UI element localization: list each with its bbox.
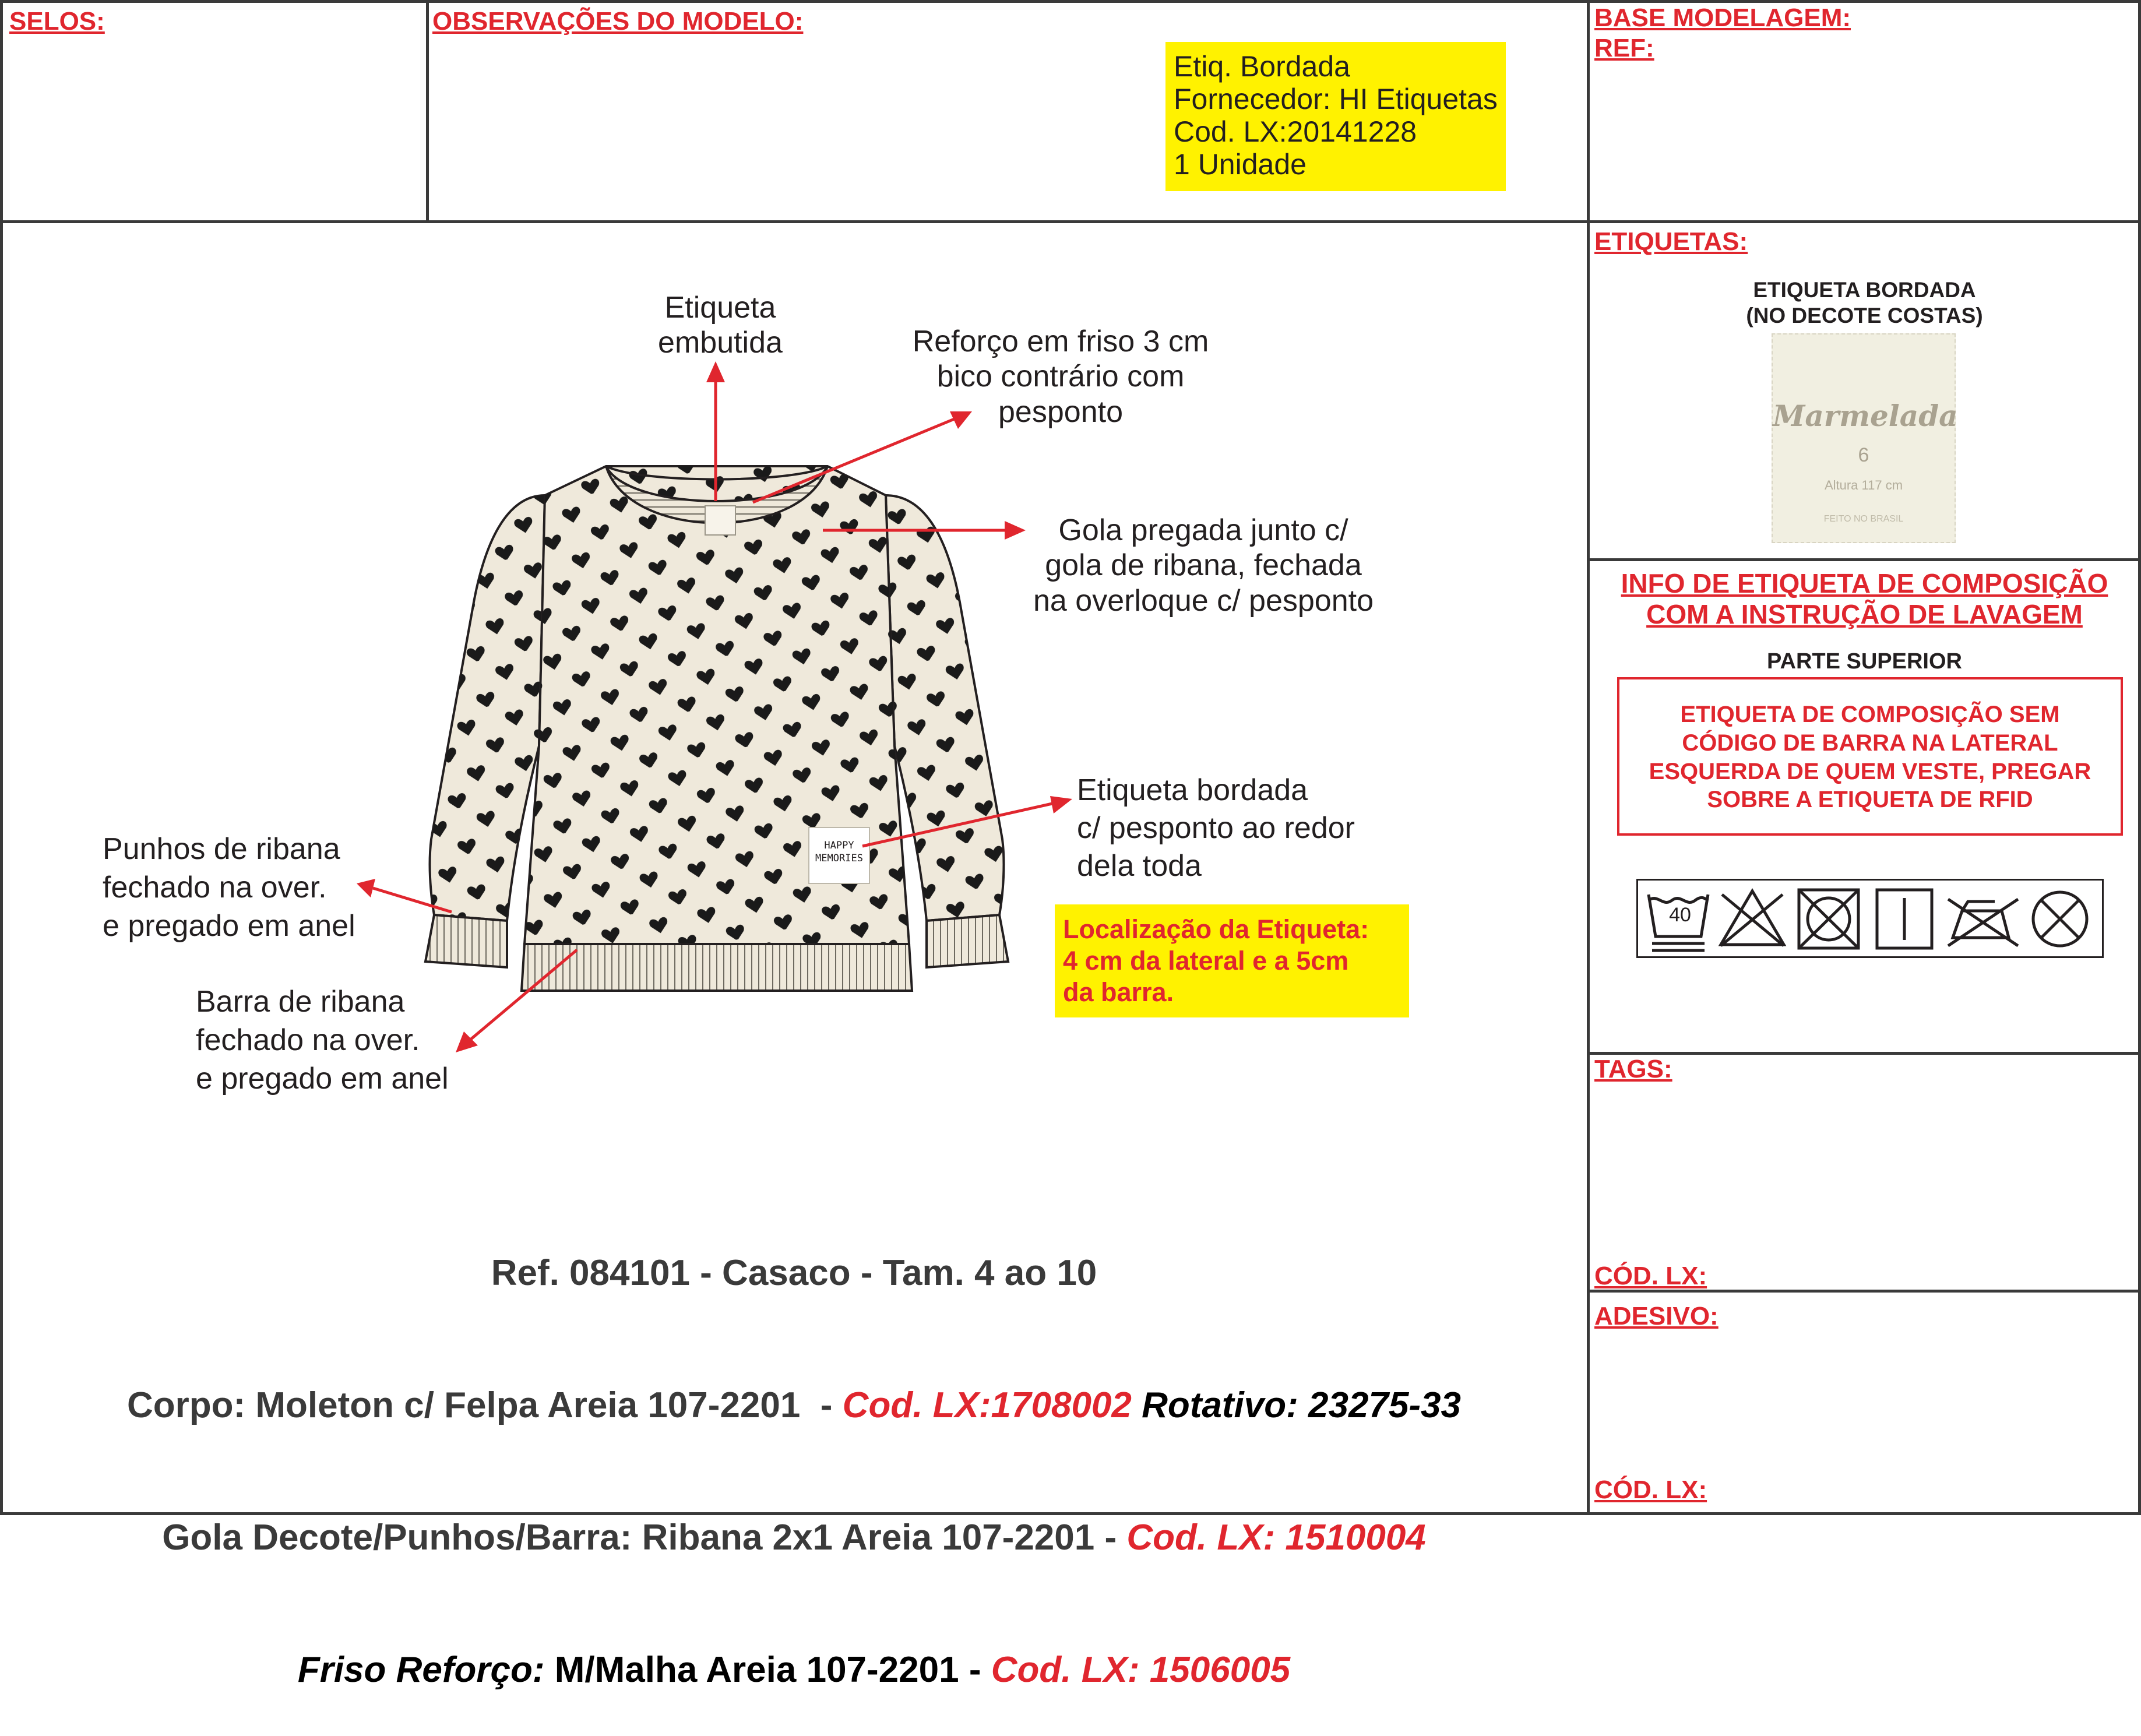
patch-text <box>809 839 869 865</box>
label-image <box>1772 333 1956 543</box>
callout-line: c/ pesponto ao redor <box>1077 811 1355 845</box>
note-line: Cod. LX:20141228 <box>1174 115 1417 148</box>
callout-gola <box>985 513 1422 618</box>
no-iron-icon <box>1948 899 2018 946</box>
callout-line: pesponto <box>998 395 1123 429</box>
callout-punhos <box>103 830 355 945</box>
callout-line: na overloque c/ pesponto <box>1033 583 1374 618</box>
composition-line: CÓDIGO DE BARRA NA LATERAL <box>1682 730 2058 756</box>
composition-box <box>1617 677 2123 836</box>
callout-line: dela toda <box>1077 849 1202 883</box>
note-line: Fornecedor: HI Etiquetas <box>1174 83 1498 115</box>
location-line: 4 cm da lateral e a 5cm <box>1063 946 1349 976</box>
callout-line: Punhos de ribana <box>103 832 340 866</box>
divider-etiquetas <box>1588 558 2141 561</box>
etiquetas-heading: ETIQUETAS: <box>1594 227 1748 256</box>
callout-line: fechado na over. <box>196 1023 420 1058</box>
label-title-line: (NO DECOTE COSTAS) <box>1746 303 1983 328</box>
note-line: 1 Unidade <box>1174 148 1307 181</box>
composition-line: ETIQUETA DE COMPOSIÇÃO SEM <box>1680 702 2060 727</box>
adesivo-cod-lx: CÓD. LX: <box>1594 1476 1707 1504</box>
callout-line: gola de ribana, fechada <box>1045 548 1362 583</box>
label-height: Altura 117 cm <box>1824 478 1903 492</box>
info-heading-line: INFO DE ETIQUETA DE COMPOSIÇÃO <box>1621 568 2108 598</box>
spec-line-ref: Ref. 084101 - Casaco - Tam. 4 ao 10 <box>491 1253 1097 1294</box>
location-line: da barra. <box>1063 977 1174 1007</box>
left-cuff <box>425 915 507 967</box>
inner-neck-label <box>705 506 735 535</box>
callout-line: Barra de ribana <box>196 985 405 1019</box>
label-title <box>1588 277 2141 328</box>
patch-line: MEMORIES <box>815 853 863 865</box>
label-location-note <box>1055 904 1409 1017</box>
care-icons-svg <box>1638 881 2102 956</box>
label-size: 6 <box>1858 444 1869 466</box>
no-tumble-dry-icon <box>1799 890 1858 948</box>
selos-heading: SELOS: <box>9 7 105 36</box>
info-heading <box>1588 568 2141 631</box>
spec-block <box>0 1163 1588 1736</box>
callout-line: Gola pregada junto c/ <box>1058 513 1348 547</box>
parte-superior: PARTE SUPERIOR <box>1766 649 1962 674</box>
callout-reforco <box>868 324 1253 429</box>
patch-line: HAPPY <box>824 840 854 851</box>
callout-line: Etiqueta bordada <box>1077 773 1308 807</box>
label-brand: Marmelada <box>1773 399 1958 433</box>
spec-line-corpo: Corpo: Moleton c/ Felpa Areia 107-2201 - Cod. LX:1708002 Rotativo: 23275-33 <box>126 1385 1462 1426</box>
spec-line-friso: Friso Reforço: M/Malha Areia 107-2201 - Cod. LX: 1506005 <box>297 1649 1291 1690</box>
label-title-line: ETIQUETA BORDADA <box>1753 278 1976 302</box>
right-cuff <box>927 915 1008 967</box>
callout-line: Reforço em friso 3 cm <box>912 325 1209 358</box>
wash-temperature: 40 <box>1669 904 1691 926</box>
no-dry-clean-icon <box>2033 892 2087 946</box>
note-line: Etiq. Bordada <box>1174 50 1350 83</box>
info-heading-line: COM A INSTRUÇÃO DE LAVAGEM <box>1646 599 2083 630</box>
no-bleach-icon <box>1721 891 1784 946</box>
hem-band <box>522 944 912 991</box>
composition-line: ESQUERDA DE QUEM VESTE, PREGAR <box>1649 758 2091 784</box>
callout-etiqueta-bordada <box>1077 772 1355 885</box>
spec-line-gola: Gola Decote/Punhos/Barra: Ribana 2x1 Areia 107-2201 - Cod. LX: 1510004 <box>162 1517 1426 1558</box>
callout-line: e pregado em anel <box>103 909 355 943</box>
callout-line: embutida <box>658 326 783 360</box>
callout-barra <box>196 983 449 1098</box>
callout-line: Etiqueta <box>664 291 776 325</box>
callout-line: bico contrário com <box>936 360 1185 394</box>
base-modelagem-heading: BASE MODELAGEM: <box>1594 3 1851 32</box>
care-icons-strip <box>1636 879 2104 958</box>
composition-line: SOBRE A ETIQUETA DE RFID <box>1707 787 2033 813</box>
observacoes-heading: OBSERVAÇÕES DO MODELO: <box>432 7 804 36</box>
line-dry-icon <box>1877 890 1932 948</box>
tags-heading: TAGS: <box>1594 1055 1672 1083</box>
tags-cod-lx: CÓD. LX: <box>1594 1262 1707 1290</box>
callout-etiqueta-embutida <box>604 290 837 361</box>
ref-heading: REF: <box>1594 34 1654 62</box>
callout-line: e pregado em anel <box>196 1062 449 1096</box>
label-made-in: FEITO NO BRASIL <box>1823 514 1904 524</box>
border-right <box>2138 0 2141 1515</box>
location-line: Localização da Etiqueta: <box>1063 914 1369 944</box>
adesivo-heading: ADESIVO: <box>1594 1302 1719 1330</box>
callout-line: fechado na over. <box>103 871 327 905</box>
